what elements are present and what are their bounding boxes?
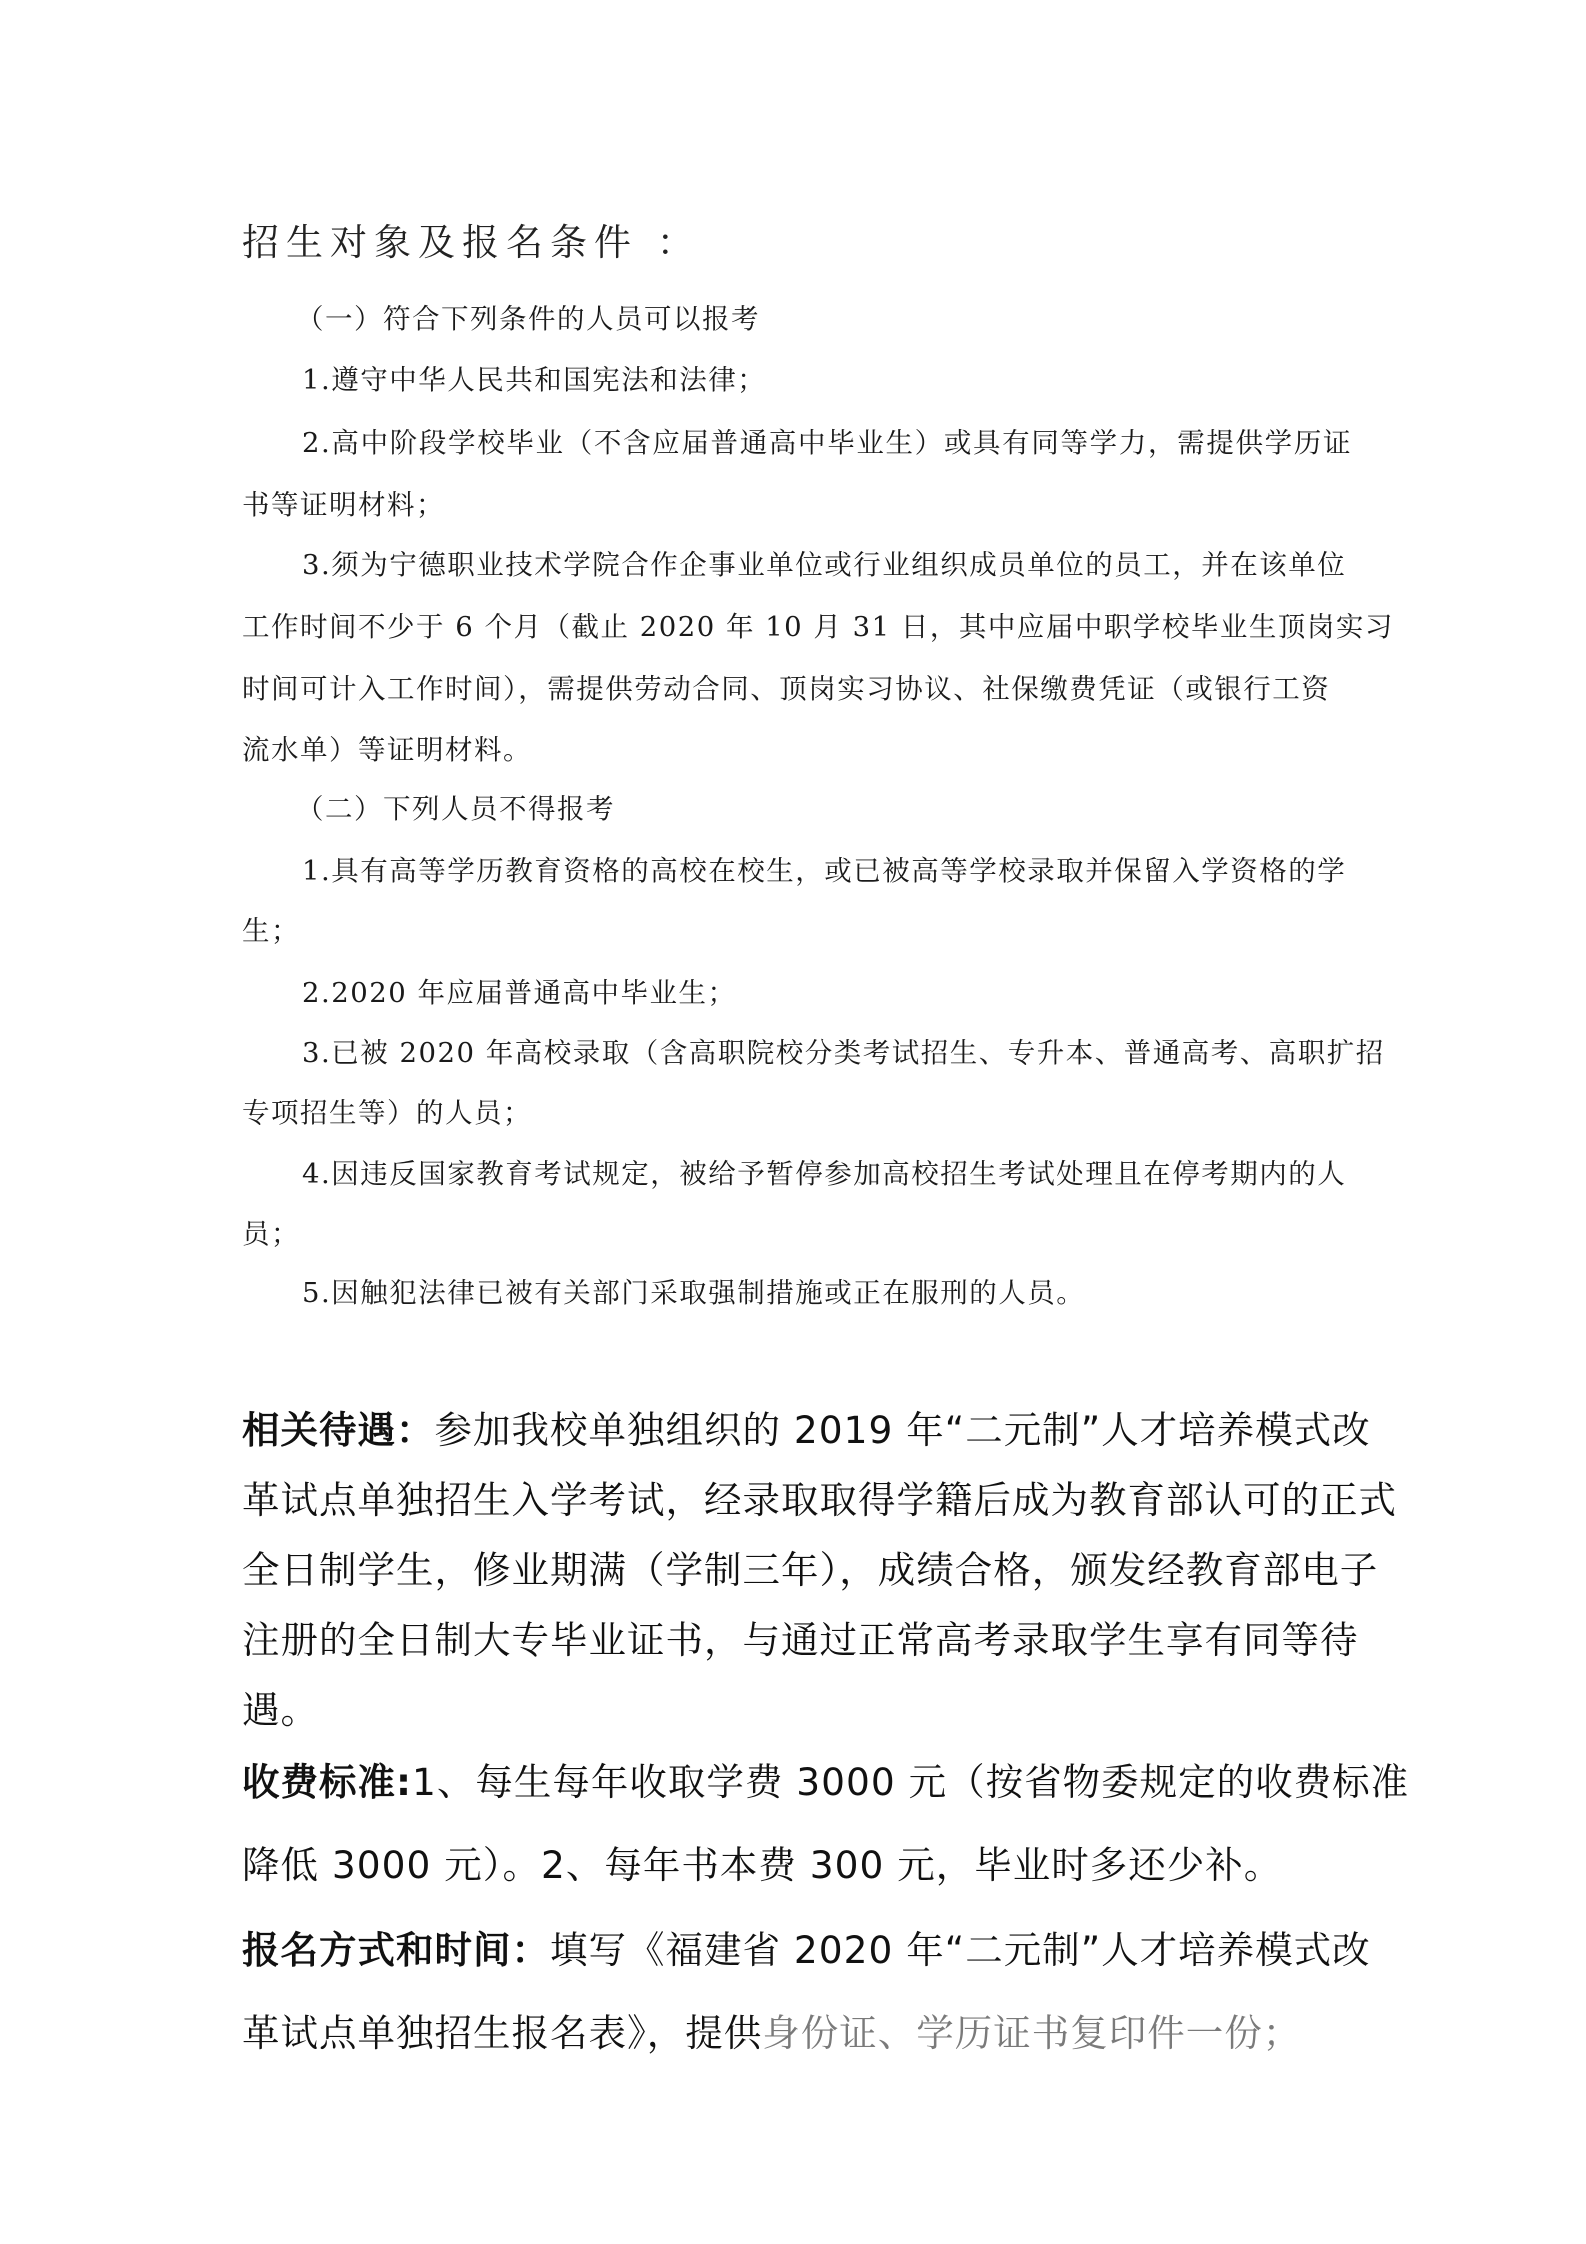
- benefits-line: 全日制学生，修业期满（学制三年），成绩合格，颁发经教育部电子: [242, 1548, 1379, 1592]
- part2-item: 5.因触犯法律已被有关部门采取强制措施或正在服刑的人员。: [302, 1277, 1086, 1309]
- benefits-line: 注册的全日制大专毕业证书，与通过正常高考录取学生享有同等待: [242, 1618, 1359, 1662]
- part2-item-cont: 生；: [242, 915, 300, 947]
- part2-item: 2.2020 年应届普通高中毕业生；: [302, 977, 737, 1009]
- benefits-label: 相关待遇：: [242, 1408, 435, 1452]
- fees-line: [242, 1752, 1409, 1806]
- registration-label: 报名方式和时间：: [242, 1928, 550, 1972]
- part1-item: 1.遵守中华人民共和国宪法和法律；: [302, 364, 767, 396]
- registration-text: 革试点单独招生报名表》，提供: [242, 2011, 763, 2055]
- part2-item: 4.因违反国家教育考试规定，被给予暂停参加高校招生考试处理且在停考期内的人: [302, 1158, 1347, 1190]
- part2-item-cont: 员；: [242, 1218, 300, 1250]
- part1-item: 3.须为宁德职业技术学院合作企事业单位或行业组织成员单位的员工，并在该单位: [302, 549, 1347, 581]
- part1-item-cont: 书等证明材料；: [242, 489, 445, 521]
- part2-item: 3.已被 2020 年高校录取（含高职院校分类考试招生、专升本、普通高考、高职扩招: [302, 1037, 1385, 1069]
- fees-line: 降低 3000 元）。2、每年书本费 300 元，毕业时多还少补。: [242, 1843, 1283, 1887]
- part1-item: [242, 420, 1352, 460]
- part1-item-text: 2.高中阶段学校毕业（不含应届普通高中毕业生）或具有同等学力，需提供学历证: [302, 427, 1352, 459]
- part2-item: 1.具有高等学历教育资格的高校在校生，或已被高等学校录取并保留入学资格的学: [302, 855, 1347, 887]
- registration-line: [242, 1920, 1371, 1974]
- section-title-enrollment: 招生对象及报名条件 ：: [242, 221, 701, 264]
- part1-item-cont: 流水单）等证明材料。: [242, 734, 532, 766]
- registration-line: [242, 2003, 1301, 2057]
- benefits-line: 革试点单独招生入学考试，经录取取得学籍后成为教育部认可的正式: [242, 1478, 1397, 1522]
- part1-item-cont: 工作时间不少于 6 个月（截止 2020 年 10 月 31 日，其中应届中职学校毕业生顶岗实习: [242, 611, 1394, 643]
- registration-text: 填写《福建省 2020 年“二元制”人才培养模式改: [550, 1928, 1371, 1972]
- part2-heading: （二）下列人员不得报考: [296, 793, 615, 825]
- part1-item-cont: 时间可计入工作时间），需提供劳动合同、顶岗实习协议、社保缴费凭证（或银行工资: [242, 673, 1331, 705]
- registration-text-faded: 身份证、学历证书复印件一份；: [762, 2011, 1302, 2055]
- benefits-line: 遇。: [242, 1688, 319, 1732]
- part1-heading: （一）符合下列条件的人员可以报考: [296, 303, 760, 335]
- benefits-text: 参加我校单独组织的 2019 年“二元制”人才培养模式改: [434, 1408, 1371, 1452]
- benefits-line: [242, 1400, 1371, 1454]
- part2-item-cont: 专项招生等）的人员；: [242, 1097, 532, 1129]
- fees-label: 收费标准:: [242, 1760, 412, 1804]
- fees-text: 1、每生每年收取学费 3000 元（按省物委规定的收费标准: [412, 1760, 1410, 1804]
